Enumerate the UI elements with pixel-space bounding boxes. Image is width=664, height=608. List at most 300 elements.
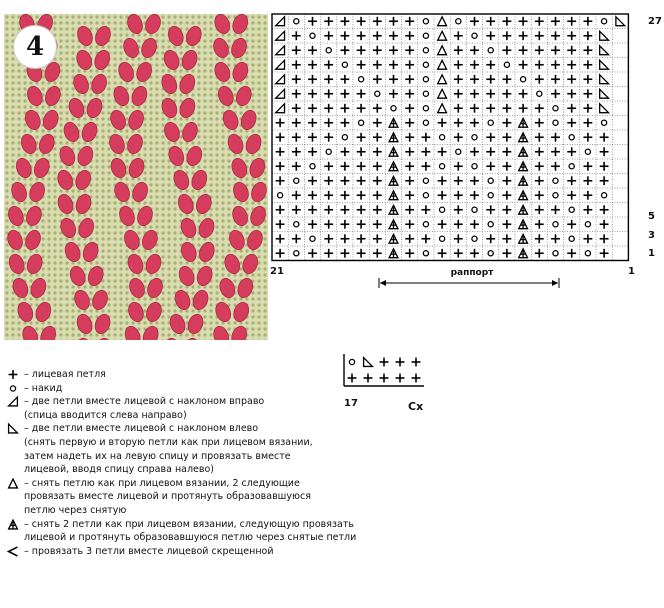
chart-cell xyxy=(470,191,479,200)
chart-cell xyxy=(324,191,333,200)
chart-cell xyxy=(308,220,317,229)
chart-cell xyxy=(276,162,285,171)
chart-cell xyxy=(535,46,544,55)
repeat-label: раппорт xyxy=(450,268,494,278)
chart-cell xyxy=(405,234,414,243)
chart-cell xyxy=(488,48,493,53)
legend-text: – снять петлю как при лицевом вязании, 2 следующие провязать вместе лицевой и протянуть образовавшуюся петлю через снятую xyxy=(24,477,311,516)
chart-cell xyxy=(470,89,479,98)
chart-cell xyxy=(421,162,430,171)
chart-cell xyxy=(438,118,447,127)
chart-cell xyxy=(519,191,528,200)
chart-cell xyxy=(373,191,382,200)
chart-cell xyxy=(389,162,398,171)
chart-cell xyxy=(423,62,428,67)
chart-cell xyxy=(535,205,544,214)
chart-cell xyxy=(502,133,511,142)
chart-cell xyxy=(551,31,560,40)
chart-cell xyxy=(472,207,477,212)
small-chart-label: Сх xyxy=(408,400,424,413)
chart-cell xyxy=(324,17,333,26)
chart-cell xyxy=(567,104,576,113)
chart-cell xyxy=(600,205,609,214)
chart-cell xyxy=(583,162,592,171)
chart-cell xyxy=(454,249,463,258)
chart-cell xyxy=(438,89,447,98)
chart-cell xyxy=(535,60,544,69)
chart-cell xyxy=(324,220,333,229)
chart-cell xyxy=(373,234,382,243)
chart-cell xyxy=(600,176,609,185)
chart-cell xyxy=(440,135,445,140)
chart-cell xyxy=(292,162,301,171)
chart-cell xyxy=(472,135,477,140)
chart-cell xyxy=(600,133,609,142)
chart-cell xyxy=(276,75,285,84)
small-chart-cell xyxy=(349,359,354,364)
plus-icon xyxy=(6,368,24,381)
chart-cell xyxy=(486,147,495,156)
chart-cell xyxy=(569,236,574,241)
chart-cell xyxy=(583,176,592,185)
chart-cell xyxy=(583,31,592,40)
chart-cell xyxy=(616,17,625,26)
chart-cell xyxy=(294,251,299,256)
chart-cell xyxy=(486,133,495,142)
small-chart-cell xyxy=(364,358,373,367)
row-label-3: 3 xyxy=(648,230,655,241)
chart-cell xyxy=(488,120,493,125)
chart-cell xyxy=(423,77,428,82)
chart-cell xyxy=(502,118,511,127)
chart-cell xyxy=(567,176,576,185)
chart-cell xyxy=(308,118,317,127)
chart-cell xyxy=(276,147,285,156)
chart-cell xyxy=(502,220,511,229)
chart-cell xyxy=(486,104,495,113)
chart-cell xyxy=(454,46,463,55)
chart-cell xyxy=(373,17,382,26)
chart-cell xyxy=(502,75,511,84)
row-label-5: 5 xyxy=(648,211,655,222)
chart-cell xyxy=(519,31,528,40)
chart-cell xyxy=(583,75,592,84)
circle-icon xyxy=(6,382,24,395)
chart-cell xyxy=(276,234,285,243)
chart-cell xyxy=(488,251,493,256)
chart-cell xyxy=(600,46,609,55)
chart-cell xyxy=(551,205,560,214)
chart-cell xyxy=(357,89,366,98)
chart-cell xyxy=(324,162,333,171)
chart-cell xyxy=(340,147,349,156)
row-label-1: 1 xyxy=(648,248,655,259)
triangle-icon xyxy=(6,477,24,490)
chart-cell xyxy=(308,191,317,200)
chart-cell xyxy=(519,176,528,185)
chart-cell xyxy=(423,106,428,111)
chart-cell xyxy=(600,234,609,243)
chart-cell xyxy=(553,106,558,111)
chart-cell xyxy=(373,176,382,185)
chart-cell xyxy=(567,75,576,84)
chart-cell xyxy=(438,60,447,69)
chart-cell xyxy=(342,135,347,140)
chart-cell xyxy=(389,118,398,127)
chart-cell xyxy=(405,176,414,185)
chart-cell xyxy=(519,104,528,113)
chart-cell xyxy=(373,46,382,55)
chart-cell xyxy=(600,104,609,113)
chart-cell xyxy=(359,120,364,125)
chart-cell xyxy=(567,249,576,258)
k2tog-right-icon xyxy=(6,395,24,408)
chart-cell xyxy=(357,17,366,26)
chart-cell xyxy=(373,118,382,127)
chart-cell xyxy=(294,178,299,183)
chart-cell xyxy=(502,104,511,113)
chart-cell xyxy=(502,234,511,243)
legend-item xyxy=(6,395,446,422)
legend-text: – две петли вместе лицевой с наклоном влево (снять первую и вторую петли как при лицевом вязании, затем надеть их на левую спицу и провязать вместе лицевой, вводя спицу справа налево) xyxy=(24,423,313,476)
legend-item xyxy=(6,545,446,559)
chart-cell xyxy=(294,222,299,227)
chart-cell xyxy=(405,104,414,113)
small-chart-cell xyxy=(412,358,421,367)
chart-cell xyxy=(340,118,349,127)
chart-cell xyxy=(602,193,607,198)
chart-cell xyxy=(308,17,317,26)
chart-cell xyxy=(472,236,477,241)
chart-cell xyxy=(486,162,495,171)
legend-item xyxy=(6,422,446,476)
chart-cell xyxy=(486,17,495,26)
chart-cell xyxy=(583,89,592,98)
chart-cell xyxy=(340,46,349,55)
chart-cell xyxy=(502,249,511,258)
chart-cell xyxy=(583,17,592,26)
chart-cell xyxy=(454,31,463,40)
chart-cell xyxy=(405,205,414,214)
chart-cell xyxy=(423,19,428,24)
chart-cell xyxy=(342,62,347,67)
chart-cell xyxy=(567,31,576,40)
chart-cell xyxy=(308,176,317,185)
chart-cell xyxy=(389,17,398,26)
chart-cell xyxy=(454,104,463,113)
less-than-icon xyxy=(6,545,24,558)
chart-cell xyxy=(488,193,493,198)
chart-cell xyxy=(567,147,576,156)
chart-cell xyxy=(551,17,560,26)
chart-cell xyxy=(292,191,301,200)
chart-cell xyxy=(276,205,285,214)
chart-cell xyxy=(276,46,285,55)
chart-cell xyxy=(292,104,301,113)
chart-cell xyxy=(535,118,544,127)
chart-cell xyxy=(405,46,414,55)
chart-cell xyxy=(602,19,607,24)
chart-cell xyxy=(340,205,349,214)
chart-cell xyxy=(357,220,366,229)
chart-cell xyxy=(438,176,447,185)
chart-cell xyxy=(535,75,544,84)
legend xyxy=(6,368,446,558)
chart-cell xyxy=(294,19,299,24)
chart-cell xyxy=(502,191,511,200)
chart-cell xyxy=(357,60,366,69)
chart-cell xyxy=(373,60,382,69)
small-chart-number: 17 xyxy=(344,398,358,409)
chart-cell xyxy=(488,222,493,227)
chart-cell xyxy=(567,60,576,69)
chart-cell xyxy=(308,89,317,98)
chart-cell xyxy=(359,77,364,82)
chart-cell xyxy=(389,89,398,98)
chart-cell xyxy=(405,133,414,142)
chart-cell xyxy=(567,46,576,55)
chart-cell xyxy=(357,133,366,142)
chart-cell xyxy=(519,60,528,69)
chart-cell xyxy=(470,147,479,156)
chart-cell xyxy=(583,46,592,55)
chart-cell xyxy=(276,249,285,258)
chart-cell xyxy=(340,176,349,185)
chart-cell xyxy=(308,75,317,84)
chart-cell xyxy=(405,31,414,40)
knitting-chart xyxy=(270,12,662,278)
chart-cell xyxy=(324,176,333,185)
chart-cell xyxy=(276,60,285,69)
chart-cell xyxy=(583,133,592,142)
chart-cell xyxy=(454,162,463,171)
chart-cell xyxy=(405,17,414,26)
chart-cell xyxy=(357,162,366,171)
chart-cell xyxy=(535,234,544,243)
chart-cell xyxy=(502,162,511,171)
column-label-right: 1 xyxy=(628,266,635,277)
chart-cell xyxy=(373,220,382,229)
chart-cell xyxy=(502,46,511,55)
chart-cell xyxy=(502,147,511,156)
chart-cell xyxy=(472,33,477,38)
chart-cell xyxy=(600,75,609,84)
chart-cell xyxy=(551,162,560,171)
chart-cell xyxy=(276,133,285,142)
chart-cell xyxy=(535,162,544,171)
chart-cell xyxy=(583,191,592,200)
chart-cell xyxy=(454,133,463,142)
chart-cell xyxy=(308,147,317,156)
chart-cell xyxy=(308,60,317,69)
chart-cell xyxy=(502,205,511,214)
chart-cell xyxy=(440,236,445,241)
chart-cell xyxy=(535,133,544,142)
chart-cell xyxy=(470,118,479,127)
chart-cell xyxy=(553,120,558,125)
chart-cell xyxy=(519,46,528,55)
chart-cell xyxy=(519,234,528,243)
chart-cell xyxy=(326,48,331,53)
chart-cell xyxy=(600,89,609,98)
chart-cell xyxy=(423,48,428,53)
legend-item xyxy=(6,518,446,545)
chart-cell xyxy=(535,220,544,229)
chart-cell xyxy=(569,135,574,140)
chart-cell xyxy=(438,75,447,84)
chart-cell xyxy=(373,147,382,156)
chart-cell xyxy=(389,220,398,229)
chart-cell xyxy=(357,249,366,258)
chart-cell xyxy=(373,162,382,171)
chart-cell xyxy=(600,60,609,69)
chart-cell xyxy=(519,162,528,171)
chart-cell xyxy=(292,31,301,40)
chart-cell xyxy=(340,104,349,113)
chart-cell xyxy=(340,234,349,243)
chart-cell xyxy=(486,205,495,214)
chart-cell xyxy=(486,75,495,84)
legend-text: – накид xyxy=(24,382,63,394)
chart-cell xyxy=(454,75,463,84)
chart-cell xyxy=(454,234,463,243)
chart-cell xyxy=(308,249,317,258)
chart-cell xyxy=(308,133,317,142)
chart-cell xyxy=(373,133,382,142)
chart-cell xyxy=(389,176,398,185)
chart-cell xyxy=(502,89,511,98)
chart-cell xyxy=(276,220,285,229)
chart-cell xyxy=(567,17,576,26)
chart-cell xyxy=(340,75,349,84)
knitting-sample-photo xyxy=(4,14,268,340)
chart-cell xyxy=(519,205,528,214)
ssk-left-icon xyxy=(6,422,24,435)
chart-cell xyxy=(340,220,349,229)
chart-cell xyxy=(340,162,349,171)
chart-cell xyxy=(389,46,398,55)
chart-cell xyxy=(602,120,607,125)
chart-cell xyxy=(535,31,544,40)
chart-cell xyxy=(519,147,528,156)
chart-cell xyxy=(340,31,349,40)
chart-cell xyxy=(551,60,560,69)
chart-cell xyxy=(276,31,285,40)
chart-cell xyxy=(470,249,479,258)
chart-cell xyxy=(324,205,333,214)
repeat-arrow-icon xyxy=(378,278,560,288)
chart-cell xyxy=(389,234,398,243)
chart-cell xyxy=(519,133,528,142)
chart-cell xyxy=(340,89,349,98)
chart-cell xyxy=(310,236,315,241)
row-label-27: 27 xyxy=(648,16,662,27)
chart-cell xyxy=(423,33,428,38)
chart-cell xyxy=(567,89,576,98)
chart-cell xyxy=(276,118,285,127)
chart-cell xyxy=(292,60,301,69)
chart-cell xyxy=(308,46,317,55)
chart-cell xyxy=(310,164,315,169)
chart-cell xyxy=(569,164,574,169)
triangle-filled-icon xyxy=(6,518,24,531)
chart-cell xyxy=(486,89,495,98)
chart-cell xyxy=(324,249,333,258)
chart-cell xyxy=(583,234,592,243)
chart-cell xyxy=(569,207,574,212)
chart-cell xyxy=(470,60,479,69)
chart-cell xyxy=(389,191,398,200)
chart-cell xyxy=(308,104,317,113)
chart-cell xyxy=(486,234,495,243)
chart-cell xyxy=(470,46,479,55)
chart-cell xyxy=(357,205,366,214)
chart-cell xyxy=(389,249,398,258)
chart-cell xyxy=(519,17,528,26)
chart-cell xyxy=(324,60,333,69)
chart-cell xyxy=(551,147,560,156)
chart-cell xyxy=(600,249,609,258)
chart-cell xyxy=(324,104,333,113)
chart-cell xyxy=(535,104,544,113)
chart-cell xyxy=(470,104,479,113)
chart-cell xyxy=(567,118,576,127)
chart-cell xyxy=(535,17,544,26)
chart-cell xyxy=(292,133,301,142)
chart-cell xyxy=(357,31,366,40)
chart-cell xyxy=(438,191,447,200)
chart-cell xyxy=(276,17,285,26)
chart-cell xyxy=(519,220,528,229)
chart-cell xyxy=(373,31,382,40)
chart-cell xyxy=(324,234,333,243)
chart-cell xyxy=(553,222,558,227)
chart-cell xyxy=(357,147,366,156)
chart-cell xyxy=(423,120,428,125)
chart-cell xyxy=(440,207,445,212)
chart-cell xyxy=(276,176,285,185)
chart-cell xyxy=(292,75,301,84)
chart-cell xyxy=(551,133,560,142)
chart-cell xyxy=(340,191,349,200)
chart-cell xyxy=(276,89,285,98)
chart-cell xyxy=(535,191,544,200)
legend-text: – снять 2 петли как при лицевом вязании, следующую провязать лицевой и протянуть образовавшуюся петлю через снятые петли xyxy=(24,518,357,544)
chart-cell xyxy=(519,89,528,98)
chart-cell xyxy=(389,205,398,214)
chart-cell xyxy=(553,193,558,198)
chart-cell xyxy=(423,251,428,256)
chart-cell xyxy=(438,31,447,40)
chart-cell xyxy=(454,191,463,200)
chart-cell xyxy=(292,234,301,243)
chart-cell xyxy=(292,205,301,214)
chart-cell xyxy=(438,147,447,156)
chart-cell xyxy=(502,17,511,26)
chart-cell xyxy=(600,220,609,229)
chart-cell xyxy=(470,75,479,84)
legend-text: – лицевая петля xyxy=(24,369,106,380)
chart-cell xyxy=(292,89,301,98)
chart-cell xyxy=(585,222,590,227)
chart-cell xyxy=(551,75,560,84)
chart-cell xyxy=(438,17,447,26)
chart-cell xyxy=(470,17,479,26)
legend-item xyxy=(6,368,446,382)
chart-cell xyxy=(486,31,495,40)
chart-cell xyxy=(423,91,428,96)
pattern-number-badge: 4 xyxy=(14,26,56,68)
